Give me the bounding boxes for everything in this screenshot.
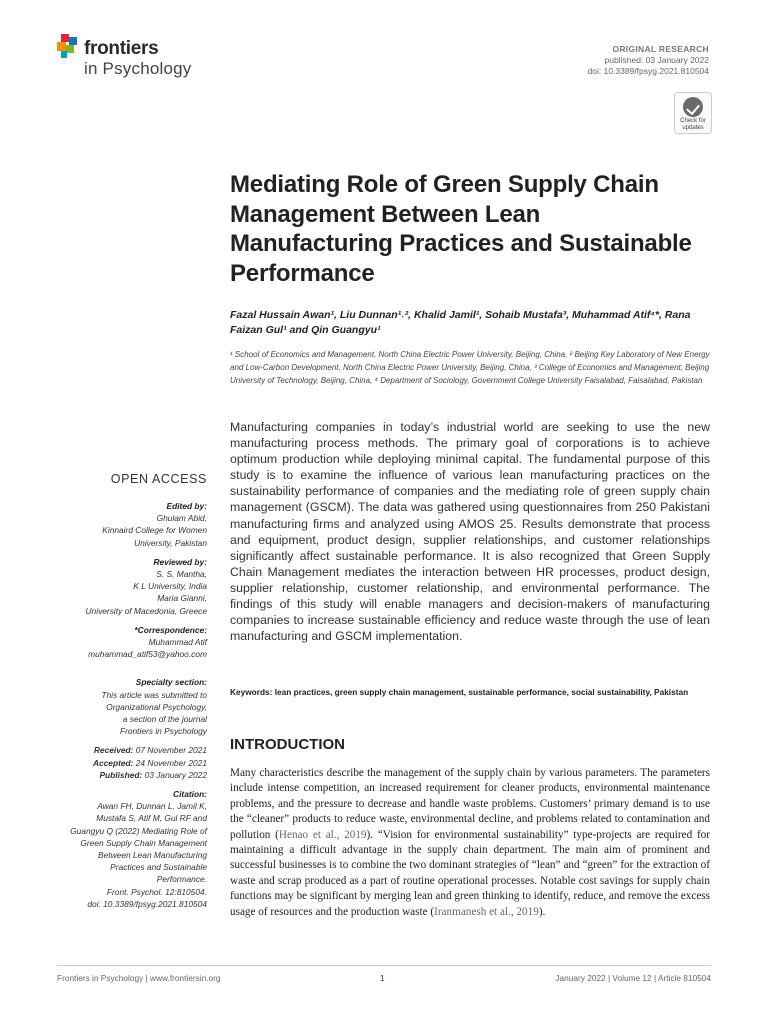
abstract: Manufacturing companies in today’s industrial world are seeking to use the new manufacturing process methods. The primary goal of corporations is to achieve optimum production while deploying minimal capital. The fundamental purpose of this study is to examine the influence of various lean manufacturing practices on the sustainability performance of companies and the mediating role of green supply chain management (GSCM). The data was gathered using questionnaires from 250 Pakistani manufacturing firms and analyzed using AMOS 25. Results demonstrate that process and equipment, product design, supplier relationships, and customer relationships significantly affect sustainable performance. It is also recognized that Green Supply Chain Management mediates the interaction between HR processes, product design, supplier relationship, customer relationship, and environmental performance. The findings of this study will enable managers and decision-makers of manufacturing companies to increase sustainable efficiency and reduce waste through the use of lean manufacturing and GSCM implementation. [230, 420, 710, 644]
intro-text-part1: Many characteristics describe the management of the supply chain by various parameters. The parameters include intense competition, an increased requirement for cleaner products, environmental maintenance problems, and the pressure to decrease and handle waste problems. Customers’ primary demand is to use the “cleaner” products to reduce waste, environmental decline, and problems related to contamination and pollution ( [230, 767, 710, 841]
correspondence-email[interactable]: muhammad_atif53@yahoo.com [88, 649, 207, 660]
editor-affil-1: Kinnaird College for Women [102, 525, 207, 536]
correspondence-block [60, 624, 207, 661]
specialty-line-3: a section of the journal [122, 714, 207, 725]
edited-by-block [60, 500, 207, 549]
citation-doi[interactable]: doi: 10.3389/fpsyg.2021.810504 [87, 898, 207, 909]
citation-line-4: Green Supply Chain Management [80, 837, 207, 848]
section-heading-introduction: INTRODUCTION [230, 736, 345, 753]
reviewer-2-name: Maria Gianni, [157, 593, 207, 604]
dates-block [60, 744, 207, 781]
received-label: Received: [93, 745, 134, 756]
keywords: Keywords: lean practices, green supply chain management, sustainable performance, social sustainability, Pakistan [230, 687, 689, 697]
specialty-line-4: Frontiers in Psychology [119, 726, 207, 737]
footer-issue-info: January 2022 | Volume 12 | Article 810504 [555, 973, 711, 983]
received-value: 07 November 2021 [133, 745, 207, 756]
citation-line-7: Performance. [156, 874, 207, 885]
reviewed-by-block [60, 556, 207, 617]
author-list: Fazal Hussain Awan¹, Liu Dunnan¹˒², Khalid Jamil¹, Sohaib Mustafa³, Muhammad Atif⁴*, Rana Faizan Gul¹ and Qin Guangyu¹ [230, 309, 691, 336]
frontiers-logo-icon [57, 34, 81, 60]
citation-line-5: Between Lean Manufacturing [98, 850, 207, 861]
article-meta [588, 44, 709, 77]
citation-link-iranmanesh[interactable]: Iranmanesh et al., 2019 [434, 905, 539, 918]
citation-block [60, 788, 207, 910]
editor-affil-2: University, Pakistan [134, 537, 207, 548]
footer-divider [57, 965, 711, 966]
reviewer-2-affil: University of Macedonia, Greece [85, 605, 207, 616]
citation-line-1: Awan FH, Dunnan L, Jamil K, [97, 801, 207, 812]
open-access-label: OPEN ACCESS [110, 472, 207, 486]
affiliations: ¹ School of Economics and Management, North China Electric Power University, Beijing, China, ² Beijing Key Laboratory of New Energy and Low-Carbon Development, North China Electric Power University, Beijing, China, ³ College of Economics and Management, Beijing University of Technology, Beijing, China, ⁴ Department of Sociology, Government College University Faisalabad, Faisalabad, Pakistan [230, 350, 710, 385]
citation-heading: Citation: [173, 789, 207, 800]
page-number: 1 [380, 973, 385, 983]
accepted-label: Accepted: [92, 757, 134, 768]
footer-journal-link[interactable]: Frontiers in Psychology | www.frontiersin.org [57, 973, 221, 983]
accepted-value: 24 November 2021 [133, 757, 207, 768]
received-date [60, 744, 207, 756]
check-label-1: Check for [680, 118, 706, 124]
reviewer-1-affil: K L University, India [133, 581, 207, 592]
correspondence-heading: *Correspondence: [134, 624, 207, 635]
published-date-sidebar [60, 769, 207, 781]
specialty-block [60, 676, 207, 737]
specialty-heading: Specialty section: [135, 677, 207, 688]
specialty-line-2: Organizational Psychology, [106, 701, 207, 712]
article-doi[interactable]: doi: 10.3389/fpsyg.2021.810504 [587, 66, 709, 76]
reviewed-by-heading: Reviewed by: [153, 556, 207, 567]
published-label: Published: [99, 769, 143, 780]
check-label-2: updates [682, 125, 704, 131]
specialty-line-1: This article was submitted to [101, 689, 207, 700]
reviewer-1-name: S. S. Mantha, [156, 569, 207, 580]
check-for-updates-button[interactable] [674, 92, 712, 134]
editor-name: Ghulam Abid, [156, 513, 207, 524]
article-sidebar [60, 500, 207, 917]
journal-name-top: frontiers [84, 38, 159, 59]
intro-text-part3: ). [538, 905, 546, 918]
published-value: 03 January 2022 [142, 769, 207, 780]
journal-logo[interactable] [57, 34, 207, 80]
citation-line-2: Mustafa S, Atif M, Gul RF and [96, 813, 207, 824]
citation-line-8: Front. Psychol. 12:810504. [106, 886, 207, 897]
citation-line-3: Guangyu Q (2022) Mediating Role of [70, 825, 207, 836]
journal-name-bottom: in Psychology [84, 59, 192, 78]
intro-text-part2: ). “Vision for environmental sustainability” type-projects are required for maintaining a difficult advantage in the supply chain department. The main aim of prominent and successful businesses is to combine the two dominant strategies of “lean” and “green” for the extraction of waste and scrap produced as a part of routine operational processes. Notable cost savings for supply chain functions may be significant by merging lean and green thinking to identify, reduce, and remove the excess usage of resources and the production waste ( [230, 828, 710, 918]
edited-by-heading: Edited by: [166, 501, 207, 511]
article-type: ORIGINAL RESEARCH [612, 44, 709, 54]
published-date: published: 03 January 2022 [604, 55, 709, 65]
introduction-text [230, 766, 710, 920]
article-title: Mediating Role of Green Supply Chain Management Between Lean Manufacturing Practices and Sustainable Performance [230, 171, 692, 287]
check-icon [683, 97, 703, 117]
accepted-date [60, 757, 207, 769]
citation-link-henao[interactable]: Henao et al., 2019 [278, 828, 367, 841]
correspondence-name: Muhammad Atif [148, 637, 207, 648]
citation-line-6: Practices and Sustainable [110, 862, 207, 873]
